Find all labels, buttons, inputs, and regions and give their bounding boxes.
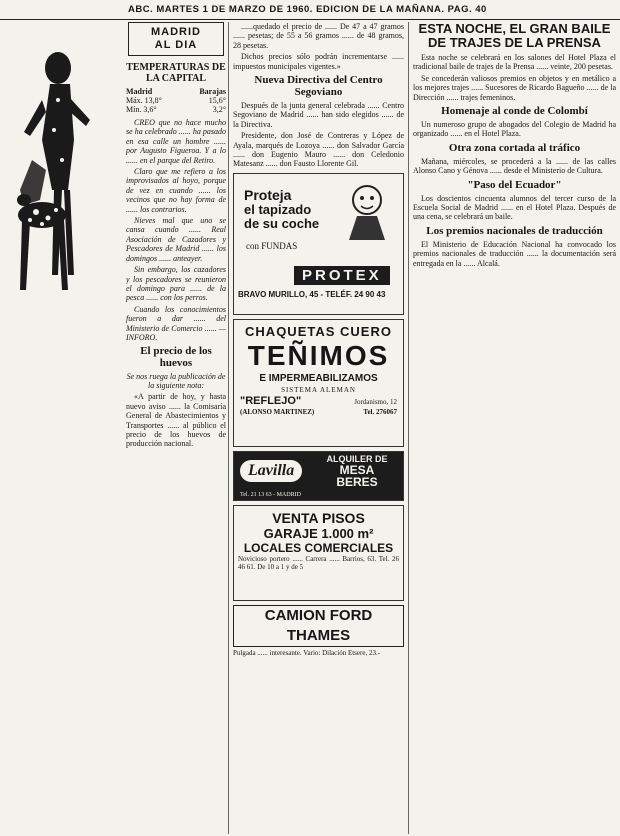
ad-lavilla-l2: MESA — [339, 462, 375, 477]
article-paragraph: Un numeroso grupo de abogados del Colegio de Madrid ha organizado ...... en el Hotel Plaza. — [413, 120, 616, 139]
temps-title: TEMPERATURAS DE LA CAPITAL — [126, 62, 226, 84]
article-paragraph: El Ministerio de Educación Nacional ha convocado los premios nacionales de traducción ...... la documentación será entregada en la ...... Alcalá. — [413, 239, 616, 268]
article-paragraph: Sin embargo, los cazadores y los pescadores se reunieron el domingo para ...... de la pesca ...... con los perros. — [126, 265, 226, 303]
ad-lavilla — [233, 451, 404, 501]
ad-lavilla-tel: Tel. 21 13 63 - MADRID — [240, 491, 301, 498]
ad-lavilla-l1: ALQUILER DE — [326, 453, 388, 464]
headline-paso-ecuador: "Paso del Ecuador" — [467, 178, 562, 191]
ad-protex-line2: el tapizado — [244, 201, 312, 217]
ad-reflejo-line1: CHAQUETAS CUERO — [245, 323, 392, 339]
ad-lavilla-l3: BERES — [336, 474, 378, 489]
column-right — [408, 22, 616, 834]
ad-reflejo-tel: Tel. 276067 — [363, 407, 397, 416]
ad-lavilla-brand: Lavilla — [240, 460, 302, 482]
headline-zona-trafico: Otra zona cortada al tráfico — [448, 141, 581, 154]
ad-protex-line1: Proteja — [244, 186, 292, 203]
ad-reflejo-footer — [238, 407, 399, 416]
temps-min-madrid: Mín. 3,6° — [126, 105, 157, 114]
table-row — [126, 105, 226, 114]
ad-ford-body: Pulgada ...... interesante. Vario: Dilación Etsere, 23.- — [233, 648, 381, 657]
temps-head-barajas: Barajas — [199, 87, 226, 96]
article-paragraph: Mañana, miércoles, se procederá a la ...... de las calles Alonso Cano y Génova ...... desde el Ministerio de Cultura. — [413, 156, 616, 176]
article-paragraph: ......quedado el precio de ...... De 47 a 47 gramos ...... pesetas; de 55 a 56 gramos ...... de 48 gramos, 28 pesetas. — [233, 22, 404, 50]
temps-head-madrid: Madrid — [126, 87, 153, 96]
ad-pisos-l3: LOCALES COMERCIALES — [243, 540, 394, 555]
ad-reflejo-row — [238, 395, 399, 407]
box-title-line2: AL DIA — [154, 39, 198, 51]
table-row — [126, 96, 226, 105]
ad-ford-l1: CAMION FORD THAMES — [233, 605, 404, 647]
temps-max-barajas: 15,6° — [208, 96, 226, 105]
ad-protex-with: con FUNDAS — [246, 240, 298, 251]
precio-subtitle: Se nos ruega la publicación de la siguiente nota: — [126, 372, 226, 391]
article-paragraph: Claro que me refiero a los improvisados al hoyo, porque de vez en cuando ...... los vecinos que no hay forma de ...... los contrarios. — [126, 167, 226, 214]
headline-conde-colombi: Homenaje al conde de Colombí — [441, 105, 588, 118]
temps-max-madrid: Máx. 13,8° — [126, 96, 162, 105]
mascot-icon — [337, 180, 395, 244]
table-row — [126, 87, 226, 96]
article-paragraph: Presidente, don José de Contreras y López de Ayala, marqués de Lozoya ...... don Salvador García ...... don Eugenio Mauro ...... don Celedonio Matesanz ...... don Fausto Llorente Gil. — [233, 131, 404, 169]
ad-pisos-l1: VENTA PISOS — [272, 509, 365, 526]
headline-premios-traduccion: Los premios nacionales de traducción — [426, 224, 603, 237]
ad-reflejo-line2: TEÑIMOS — [247, 339, 390, 371]
ad-protex-address: BRAVO MURILLO, 45 - TELÉF. 24 90 43 — [238, 289, 386, 299]
page-header-text: ABC. MARTES 1 DE MARZO DE 1960. EDICION DE LA MAÑANA. PAG. 40 — [128, 4, 487, 15]
article-paragraph: Nieves mal que uno se cansa cuando ...... Real Asociación de Cazadores y Pescadores de Madrid ...... los domingos ...... anteayer. — [126, 216, 226, 263]
column-center — [228, 22, 404, 834]
headline-precio-huevos: El precio de los huevos — [140, 345, 212, 370]
temps-min-barajas: 3,2° — [212, 105, 226, 114]
article-paragraph: Cuando los conocimientos fueron a dar ...... del Ministerio de Comercio ...... —INFORO. — [126, 304, 226, 342]
ad-reflejo-brand: "REFLEJO" — [240, 394, 302, 407]
article-paragraph: Dichos precios sólo podrán incrementarse ...... impuestos municipales vigentes.» — [233, 52, 404, 71]
ad-reflejo-street: Jordanismo, 12 — [354, 397, 397, 406]
article-paragraph: Esta noche se celebrará en los salones del Hotel Plaza el tradicional baile de trajes de la Prensa ...... veinte, 200 pesetas. — [413, 53, 616, 72]
article-paragraph: Los doscientos cincuenta alumnos del tercer curso de la Escuela Social de Madrid ...... en el Hotel Plaza. Después de una cena, se celebrará un baile. — [413, 193, 616, 222]
article-paragraph: Se concederán valiosos premios en objetos y en metálico a los mejores trajes ...... Sucesores de Ricardo Bagueño ...... de la Dirección ...... trajes femeninos. — [413, 73, 616, 102]
ad-reflejo-owner: (ALONSO MARTINEZ) — [240, 407, 315, 416]
ad-lavilla-text — [317, 454, 397, 488]
ad-protex — [233, 173, 404, 315]
box-title-line1: MADRID — [151, 26, 201, 38]
ad-reflejo-system: SISTEMA ALEMAN — [281, 385, 356, 394]
column-madrid-al-dia — [126, 22, 226, 834]
ad-reflejo-line3: E IMPERMEABILIZAMOS — [259, 372, 378, 384]
ad-venta-pisos — [233, 505, 404, 601]
headline-gran-baile: ESTA NOCHE, EL GRAN BAILE DE TRAJES DE LA PRENSA — [418, 22, 611, 50]
article-paragraph: CREO que no hace mucho se ha celebrado ...... ha pasado en esa calle un hombre ...... por Augusto Figueroa. Y a lo ...... en el parque del Retiro. — [126, 118, 226, 165]
ad-reflejo — [233, 319, 404, 447]
temps-table — [126, 87, 226, 114]
woman-with-dog-icon — [12, 40, 120, 308]
article-paragraph: «A partir de hoy, y hasta nuevo aviso ...... la Comisaría General de Abastecimientos y Transportes ...... al público el precio de los huevos de producción nacional. — [126, 392, 226, 449]
ad-pisos-l2: GARAJE 1.000 m² — [263, 525, 374, 541]
ad-protex-line3: de su coche — [244, 215, 320, 231]
article-paragraph: Después de la junta general celebrada ...... Centro Segoviano de Madrid ...... han sido elegidos ...... de la Directiva. — [233, 101, 404, 129]
page-header — [0, 0, 620, 20]
ad-protex-brand: PROTEX — [294, 266, 390, 285]
section-box-madrid-al-dia — [128, 22, 224, 56]
ad-pisos-body: Novicioso portero ...... Carrera ...... Barrios, 63. Tel. 26 46 61. De 10 a 1 y de 5 — [238, 554, 399, 572]
headline-centro-segoviano: Nueva Directiva del Centro Segoviano — [254, 74, 383, 99]
ad-ford-thames — [233, 605, 404, 657]
